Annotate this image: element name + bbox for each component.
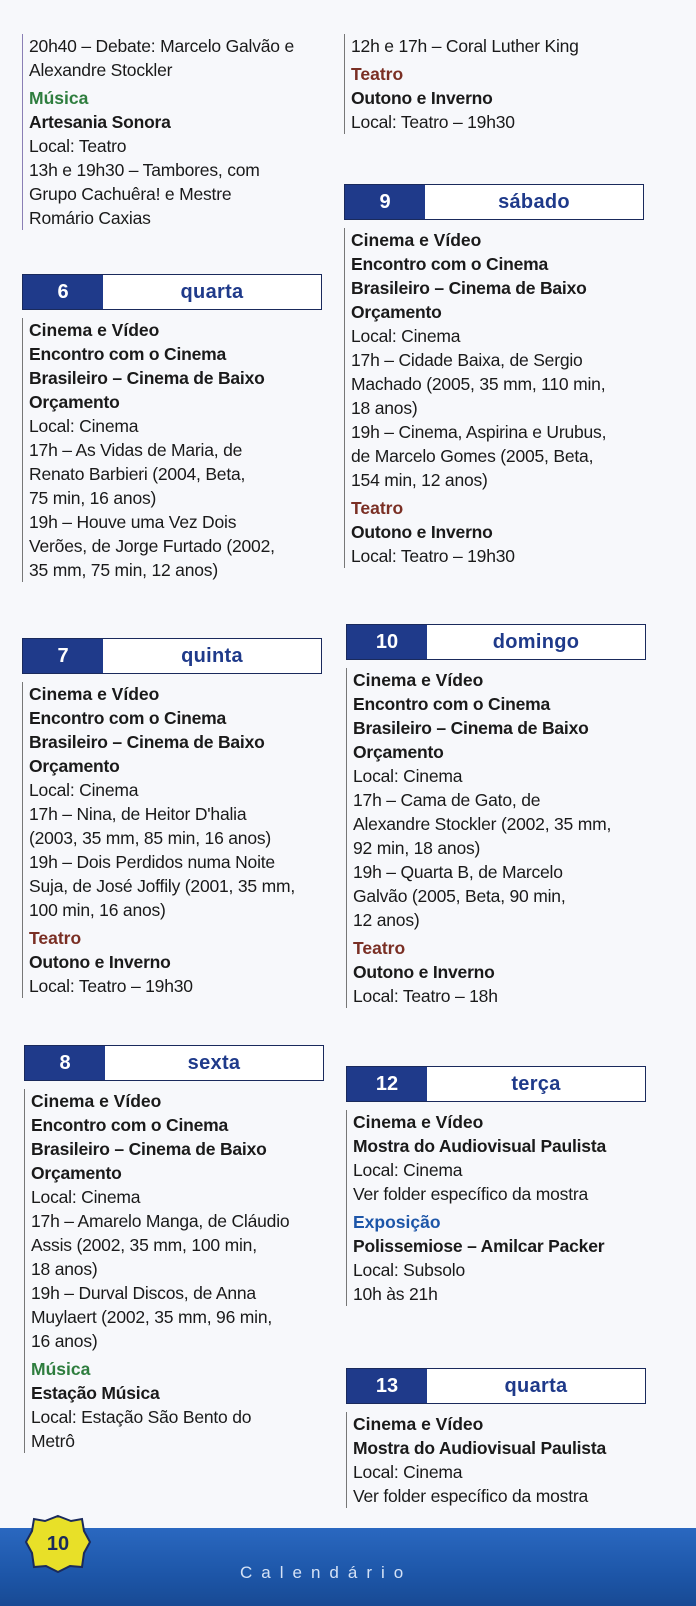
event-line: Ver folder específico da mostra xyxy=(353,1486,589,1506)
event-line: Ver folder específico da mostra xyxy=(353,1184,589,1204)
category-label: Música xyxy=(31,1359,91,1379)
event-line: Assis (2002, 35 mm, 100 min, xyxy=(31,1235,257,1255)
category-label: Cinema e Vídeo xyxy=(351,230,482,250)
day-events xyxy=(24,1089,324,1453)
right-column-intro xyxy=(344,34,654,134)
day-section-8 xyxy=(24,1045,324,1453)
event-line: 18 anos) xyxy=(351,398,418,418)
event-title: Encontro com o Cinema xyxy=(351,254,549,274)
category-label: Cinema e Vídeo xyxy=(353,1112,484,1132)
event-line: Local: Cinema xyxy=(29,780,139,800)
event-title: Orçamento xyxy=(29,756,120,776)
event-line: 35 mm, 75 min, 12 anos) xyxy=(29,560,218,580)
category-label: Teatro xyxy=(351,64,404,84)
event-line: 154 min, 12 anos) xyxy=(351,470,488,490)
page-number: 10 xyxy=(46,1532,70,1555)
day-section-9 xyxy=(344,184,654,568)
event-line: Local: Teatro – 19h30 xyxy=(351,112,515,132)
event-line: Renato Barbieri (2004, Beta, xyxy=(29,464,246,484)
continued-events-block xyxy=(344,34,654,134)
day-weekday: quinta xyxy=(181,644,243,667)
day-header xyxy=(22,274,322,310)
event-line: Suja, de José Joffily (2001, 35 mm, xyxy=(29,876,296,896)
event-title: Encontro com o Cinema xyxy=(353,694,551,714)
day-events xyxy=(22,682,322,998)
page-number-badge xyxy=(24,1513,92,1575)
event-line: 100 min, 16 anos) xyxy=(29,900,166,920)
event-title: Brasileiro – Cinema de Baixo xyxy=(31,1139,267,1159)
event-line: Alexandre Stockler (2002, 35 mm, xyxy=(353,814,612,834)
event-line: Verões, de Jorge Furtado (2002, xyxy=(29,536,275,556)
event-line: 17h – Cama de Gato, de xyxy=(353,790,541,810)
day-number: 7 xyxy=(23,639,103,673)
category-label: Cinema e Vídeo xyxy=(31,1091,162,1111)
day-events xyxy=(346,1412,656,1508)
event-line: Local: Cinema xyxy=(353,1462,463,1482)
event-line: Romário Caxias xyxy=(29,208,151,228)
day-number: 10 xyxy=(347,625,427,659)
event-line: 10h às 21h xyxy=(353,1284,438,1304)
day-section-13 xyxy=(346,1368,656,1508)
event-line: 19h – Cinema, Aspirina e Urubus, xyxy=(351,422,607,442)
event-line: 18 anos) xyxy=(31,1259,98,1279)
day-weekday: quarta xyxy=(504,1374,568,1397)
event-title: Outono e Inverno xyxy=(29,952,171,972)
event-line: 19h – Durval Discos, de Anna xyxy=(31,1283,256,1303)
event-title: Outono e Inverno xyxy=(353,962,495,982)
event-line: 12 anos) xyxy=(353,910,420,930)
event-title: Estação Música xyxy=(31,1383,160,1403)
category-label: Cinema e Vídeo xyxy=(29,684,160,704)
event-line: Local: Teatro – 19h30 xyxy=(29,976,193,996)
event-line: 17h – As Vidas de Maria, de xyxy=(29,440,243,460)
category-label: Teatro xyxy=(29,928,82,948)
event-title: Orçamento xyxy=(353,742,444,762)
event-line: 17h – Nina, de Heitor D'halia xyxy=(29,804,247,824)
event-line: 12h e 17h – Coral Luther King xyxy=(351,36,579,56)
event-line: Local: Cinema xyxy=(31,1187,141,1207)
event-line: Machado (2005, 35 mm, 110 min, xyxy=(351,374,606,394)
event-line: Alexandre Stockler xyxy=(29,60,173,80)
event-line: (2003, 35 mm, 85 min, 16 anos) xyxy=(29,828,272,848)
day-section-7 xyxy=(22,638,322,998)
event-line: Local: Cinema xyxy=(353,766,463,786)
event-line: Local: Teatro xyxy=(29,136,127,156)
event-line: 20h40 – Debate: Marcelo Galvão e xyxy=(29,36,295,56)
day-header xyxy=(344,184,644,220)
event-line: 92 min, 18 anos) xyxy=(353,838,481,858)
day-weekday: domingo xyxy=(492,630,580,653)
day-header xyxy=(24,1045,324,1081)
category-label: Cinema e Vídeo xyxy=(353,670,484,690)
day-number: 8 xyxy=(25,1046,105,1080)
event-line: 19h – Quarta B, de Marcelo xyxy=(353,862,563,882)
event-title: Orçamento xyxy=(29,392,120,412)
category-label: Música xyxy=(29,88,89,108)
event-line: 75 min, 16 anos) xyxy=(29,488,157,508)
event-line: Local: Subsolo xyxy=(353,1260,466,1280)
event-line: Grupo Cachuêra! e Mestre xyxy=(29,184,232,204)
event-title: Orçamento xyxy=(31,1163,122,1183)
category-label: Cinema e Vídeo xyxy=(29,320,160,340)
day-events xyxy=(346,1110,656,1306)
day-header xyxy=(346,624,646,660)
event-line: 17h – Amarelo Manga, de Cláudio xyxy=(31,1211,290,1231)
category-label: Exposição xyxy=(353,1212,441,1232)
day-number: 13 xyxy=(347,1369,427,1403)
day-section-6 xyxy=(22,274,322,582)
category-label: Cinema e Vídeo xyxy=(353,1414,484,1434)
event-title: Encontro com o Cinema xyxy=(31,1115,229,1135)
event-title: Mostra do Audiovisual Paulista xyxy=(353,1136,606,1156)
category-label: Teatro xyxy=(351,498,404,518)
event-title: Encontro com o Cinema xyxy=(29,344,227,364)
event-line: Local: Cinema xyxy=(29,416,139,436)
day-header xyxy=(346,1066,646,1102)
event-title: Artesania Sonora xyxy=(29,112,171,132)
day-section-12 xyxy=(346,1066,656,1306)
event-title: Orçamento xyxy=(351,302,442,322)
event-title: Brasileiro – Cinema de Baixo xyxy=(29,368,265,388)
day-section-10 xyxy=(346,624,656,1008)
event-title: Polissemiose – Amilcar Packer xyxy=(353,1236,605,1256)
event-title: Brasileiro – Cinema de Baixo xyxy=(353,718,589,738)
continued-events-block xyxy=(22,34,332,230)
event-line: 19h – Houve uma Vez Dois xyxy=(29,512,237,532)
event-title: Mostra do Audiovisual Paulista xyxy=(353,1438,606,1458)
event-line: 13h e 19h30 – Tambores, com xyxy=(29,160,260,180)
event-title: Brasileiro – Cinema de Baixo xyxy=(351,278,587,298)
event-line: Local: Teatro – 19h30 xyxy=(351,546,515,566)
category-label: Teatro xyxy=(353,938,406,958)
day-number: 6 xyxy=(23,275,103,309)
day-header xyxy=(22,638,322,674)
day-weekday: sexta xyxy=(187,1051,241,1074)
day-events xyxy=(346,668,656,1008)
event-line: Local: Cinema xyxy=(351,326,461,346)
event-line: de Marcelo Gomes (2005, Beta, xyxy=(351,446,594,466)
event-title: Outono e Inverno xyxy=(351,88,493,108)
day-weekday: sábado xyxy=(498,190,570,213)
day-weekday: terça xyxy=(511,1072,561,1095)
event-line: Metrô xyxy=(31,1431,75,1451)
event-line: 19h – Dois Perdidos numa Noite xyxy=(29,852,275,872)
event-line: Muylaert (2002, 35 mm, 96 min, xyxy=(31,1307,273,1327)
event-line: 16 anos) xyxy=(31,1331,98,1351)
left-column xyxy=(22,34,332,230)
day-number: 12 xyxy=(347,1067,427,1101)
event-line: Galvão (2005, Beta, 90 min, xyxy=(353,886,566,906)
section-label: Calendário xyxy=(240,1563,413,1582)
day-number: 9 xyxy=(345,185,425,219)
event-line: Local: Cinema xyxy=(353,1160,463,1180)
event-title: Outono e Inverno xyxy=(351,522,493,542)
event-line: Local: Teatro – 18h xyxy=(353,986,498,1006)
day-header xyxy=(346,1368,646,1404)
event-line: 17h – Cidade Baixa, de Sergio xyxy=(351,350,583,370)
event-title: Encontro com o Cinema xyxy=(29,708,227,728)
event-line: Local: Estação São Bento do xyxy=(31,1407,252,1427)
day-events xyxy=(22,318,322,582)
day-weekday: quarta xyxy=(180,280,244,303)
day-events xyxy=(344,228,654,568)
event-title: Brasileiro – Cinema de Baixo xyxy=(29,732,265,752)
